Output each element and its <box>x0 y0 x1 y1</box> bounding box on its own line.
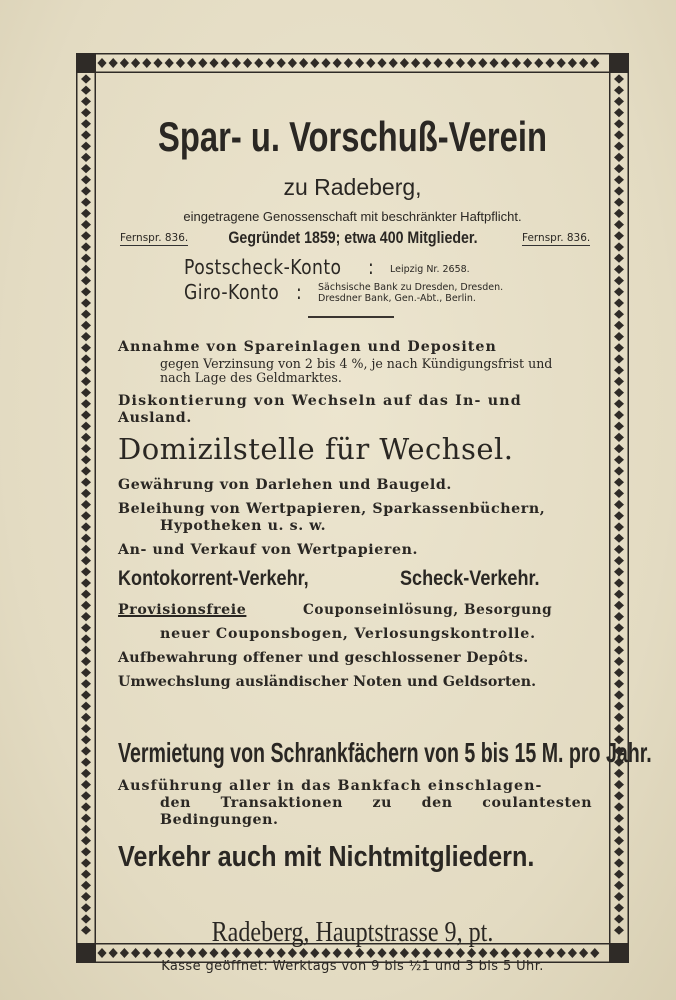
ausfuehrung-line-2: den Transaktionen zu den coulantesten <box>160 795 593 811</box>
postscheck-colon: : <box>368 255 375 279</box>
postscheck-label: Postscheck-Konto <box>184 255 342 279</box>
scheck-line: Scheck-Verkehr. <box>400 567 540 590</box>
ausfuehrung-line-1: Ausführung aller in das Bankfach einschlagen- <box>118 778 543 794</box>
giro-value-2: Dresdner Bank, Gen.-Abt., Berlin. <box>318 293 476 304</box>
ankauf-line: An- und Verkauf von Wertpapieren. <box>118 542 419 558</box>
vermietung-line: Vermietung von Schrankfächern von 5 bis 15 M. pro Jahr. <box>118 737 652 768</box>
giro-value-1: Sächsische Bank zu Dresden, Dresden. <box>318 282 504 293</box>
annahme-line-2: gegen Verzinsung von 2 bis 4 %, je nach Kündigungsfrist und <box>160 356 553 371</box>
subtitle: zu Radeberg, <box>283 174 422 200</box>
phone-left: Fernspr. 836. <box>120 232 189 244</box>
giro-colon: : <box>296 280 303 304</box>
opening-hours: Kasse geöffnet: Werktags von 9 bis ½1 und 3 bis 5 Uhr. <box>161 959 544 974</box>
border-left-ornament <box>76 53 96 963</box>
page-title: Spar- u. Vorschuß-Verein <box>158 113 547 160</box>
nichtmitglieder-line: Verkehr auch mit Nichtmitgliedern. <box>118 841 535 873</box>
gewaehrung-line: Gewährung von Darlehen und Baugeld. <box>118 477 452 493</box>
postscheck-value: Leipzig Nr. 2658. <box>390 264 470 275</box>
address-line: Radeberg, Hauptstrasse 9, pt. <box>211 917 494 948</box>
beleihung-line-2: Hypotheken u. s. w. <box>160 518 327 534</box>
provision-line-rest: Couponseinlösung, Besorgung <box>303 602 553 618</box>
provision-line-2: neuer Couponsbogen, Verlosungskontrolle. <box>160 626 536 642</box>
kontokorrent-line: Kontokorrent-Verkehr, <box>118 567 309 590</box>
registration-line: eingetragene Genossenschaft mit beschränkter Haftpflicht. <box>183 209 522 224</box>
aufbewahrung-line: Aufbewahrung offener und geschlossener Depôts. <box>118 650 529 666</box>
phone-right: Fernspr. 836. <box>522 232 591 244</box>
divider-rule <box>308 316 394 318</box>
domizil-line: Domizilstelle für Wechsel. <box>118 432 514 466</box>
annahme-line-3: nach Lage des Geldmarktes. <box>160 370 342 385</box>
diskont-line-2: Ausland. <box>118 410 192 426</box>
umwechslung-line: Umwechslung ausländischer Noten und Geldsorten. <box>118 674 537 690</box>
advertisement-body <box>98 75 652 974</box>
provisionsfreie-word: Provisionsfreie <box>118 602 247 618</box>
border-top-ornament <box>76 53 629 73</box>
diskont-line-1: Diskontierung von Wechseln auf das In- und <box>118 393 522 409</box>
founded-line: Gegründet 1859; etwa 400 Mitglieder. <box>228 229 478 247</box>
border-right-ornament <box>609 53 629 963</box>
beleihung-line-1: Beleihung von Wertpapieren, Sparkassenbüchern, <box>118 501 546 517</box>
ornamental-frame <box>76 53 652 974</box>
ausfuehrung-line-3: Bedingungen. <box>160 812 279 828</box>
annahme-line: Annahme von Spareinlagen und Depositen <box>118 339 497 355</box>
giro-label: Giro-Konto <box>184 280 280 304</box>
